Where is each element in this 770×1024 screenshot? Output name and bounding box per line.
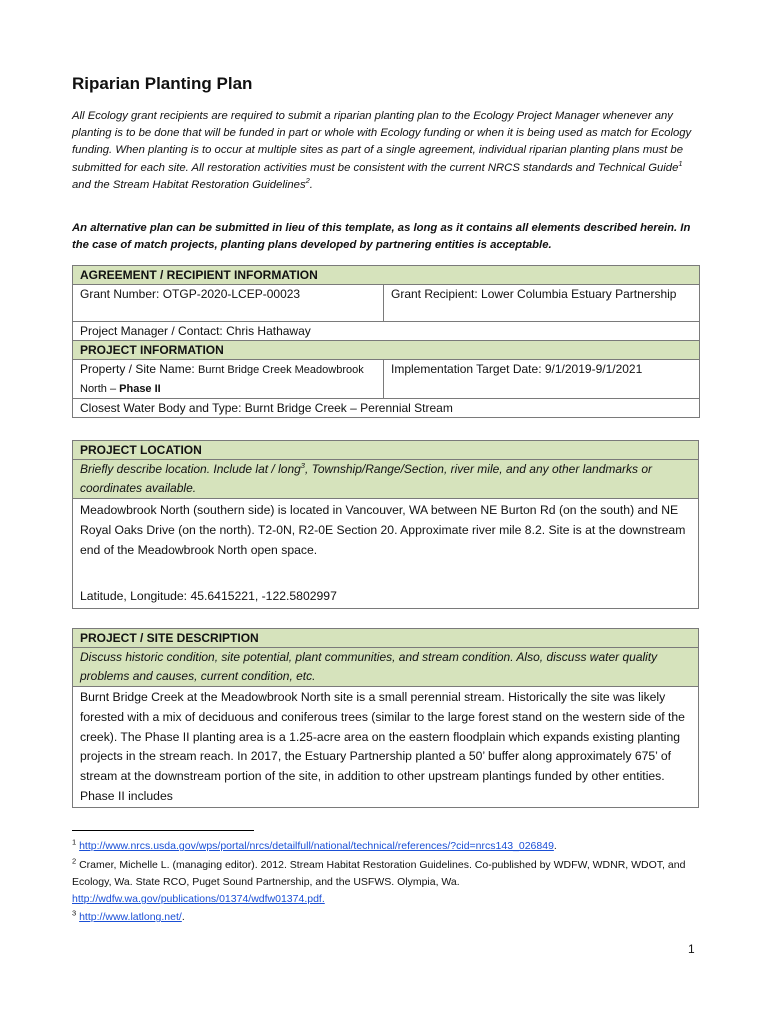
footnote-separator xyxy=(72,830,254,831)
location-content xyxy=(73,499,699,609)
grant-number: Grant Number: OTGP-2020-LCEP-00023 xyxy=(73,285,384,322)
alternative-plan-note: An alternative plan can be submitted in lieu of this template, as long as it contains all elements described herein. In the case of match projects, planting plans developed by partnering entities is acceptable. xyxy=(72,222,691,252)
site-name-label: Property / Site Name: xyxy=(80,362,199,376)
footnote-1-link[interactable]: http://www.nrcs.usda.gov/wps/portal/nrcs/detailfull/national/technical/references/?cid=nrcs143_026849 xyxy=(79,840,554,852)
footnote-1 xyxy=(72,838,712,855)
site-description-header: PROJECT / SITE DESCRIPTION xyxy=(73,629,699,648)
page-title: Riparian Planting Plan xyxy=(72,74,253,93)
footnote-2 xyxy=(72,857,712,908)
location-header: PROJECT LOCATION xyxy=(73,441,699,460)
target-date: Implementation Target Date: 9/1/2019-9/1/2021 xyxy=(384,360,700,399)
location-instructions-text: Briefly describe location. Include lat / long xyxy=(80,462,301,476)
grant-recipient: Grant Recipient: Lower Columbia Estuary Partnership xyxy=(384,285,700,322)
footnote-3-end: . xyxy=(181,911,185,923)
footnote-1-number: 1 xyxy=(72,837,77,847)
footnote-ref-3: 3 xyxy=(300,461,305,470)
site-description-instructions: Discuss historic condition, site potential, plant communities, and stream condition. Also, discuss water quality problems and causes, current condition, etc. xyxy=(73,648,699,687)
intro-text-end: . xyxy=(309,178,313,191)
footnote-2-text: Cramer, Michelle L. (managing editor). 2012. Stream Habitat Restoration Guidelines. Co-published by WDFW, WDNR, WDOT, and Ecology, Wa. State RCO, Puget Sound Partnership, and the USFWS. Olympia, Wa. xyxy=(72,859,686,888)
location-table xyxy=(72,440,699,609)
page-number: 1 xyxy=(688,942,695,956)
intro-text: All Ecology grant recipients are required to submit a riparian planting plan to the Ecology Project Manager whenever any planting is to be done that will be funded in part or whole with Ecology funding or when it is being used as match for Ecology funding. When planting is to occur at multiple sites as part of a single agreement, individual riparian planting plans must be submitted for each site. All restoration activities must be consistent with the current NRCS standards and Technical Guide xyxy=(72,110,692,174)
site-description-text: Burnt Bridge Creek at the Meadowbrook North site is a small perennial stream. Historically the site was likely forested with a mix of deciduous and coniferous trees (similar to the large forest stand on the western side of the creek). The Phase II planting area is a 1.25-acre area on the eastern floodplain which expands existing planting projects in the stream reach. In 2017, the Estuary Partnership planted a 50’ buffer along approximately 675’ of stream at the downstream portion of the site, in addition to other upstream plantings funded by other entities. Phase II includes xyxy=(73,687,699,808)
footnote-3-number: 3 xyxy=(72,908,77,918)
footnote-3-link[interactable]: http://www.latlong.net/ xyxy=(79,911,182,923)
footnote-3 xyxy=(72,909,712,926)
intro-paragraph xyxy=(72,108,700,194)
site-name-phase: Phase II xyxy=(119,383,161,395)
site-name xyxy=(73,360,384,399)
water-body: Closest Water Body and Type: Burnt Bridge Creek – Perennial Stream xyxy=(73,399,700,418)
footnote-ref-1: 1 xyxy=(678,158,683,168)
footnote-ref-2: 2 xyxy=(305,176,310,186)
intro-text-mid: and the Stream Habitat Restoration Guidelines xyxy=(72,178,306,191)
footnote-2-number: 2 xyxy=(72,856,77,866)
footnote-1-end: . xyxy=(553,840,557,852)
location-description: Meadowbrook North (southern side) is located in Vancouver, WA between NE Burton Rd (on the south) and NE Royal Oaks Drive (on the north). T2-0N, R2-0E Section 20. Approximate river mile 8.2. Site is at the downstream end of the Meadowbrook North open space. xyxy=(80,503,686,557)
site-description-table xyxy=(72,628,699,808)
footnote-2-link[interactable]: http://wdfw.wa.gov/publications/01374/wdfw01374.pdf. xyxy=(72,893,325,905)
lat-long: Latitude, Longitude: 45.6415221, -122.5802997 xyxy=(80,589,337,604)
agreement-header: AGREEMENT / RECIPIENT INFORMATION xyxy=(73,266,700,285)
location-instructions-end: , Township/Range/Section, river mile, and any other landmarks or coordinates available. xyxy=(80,462,653,495)
site-name-value: Burnt Bridge Creek Meadowbrook North – xyxy=(80,364,364,395)
location-instructions xyxy=(73,460,699,499)
agreement-table xyxy=(72,265,700,418)
project-manager: Project Manager / Contact: Chris Hathaway xyxy=(73,322,700,341)
project-info-header: PROJECT INFORMATION xyxy=(73,341,700,360)
